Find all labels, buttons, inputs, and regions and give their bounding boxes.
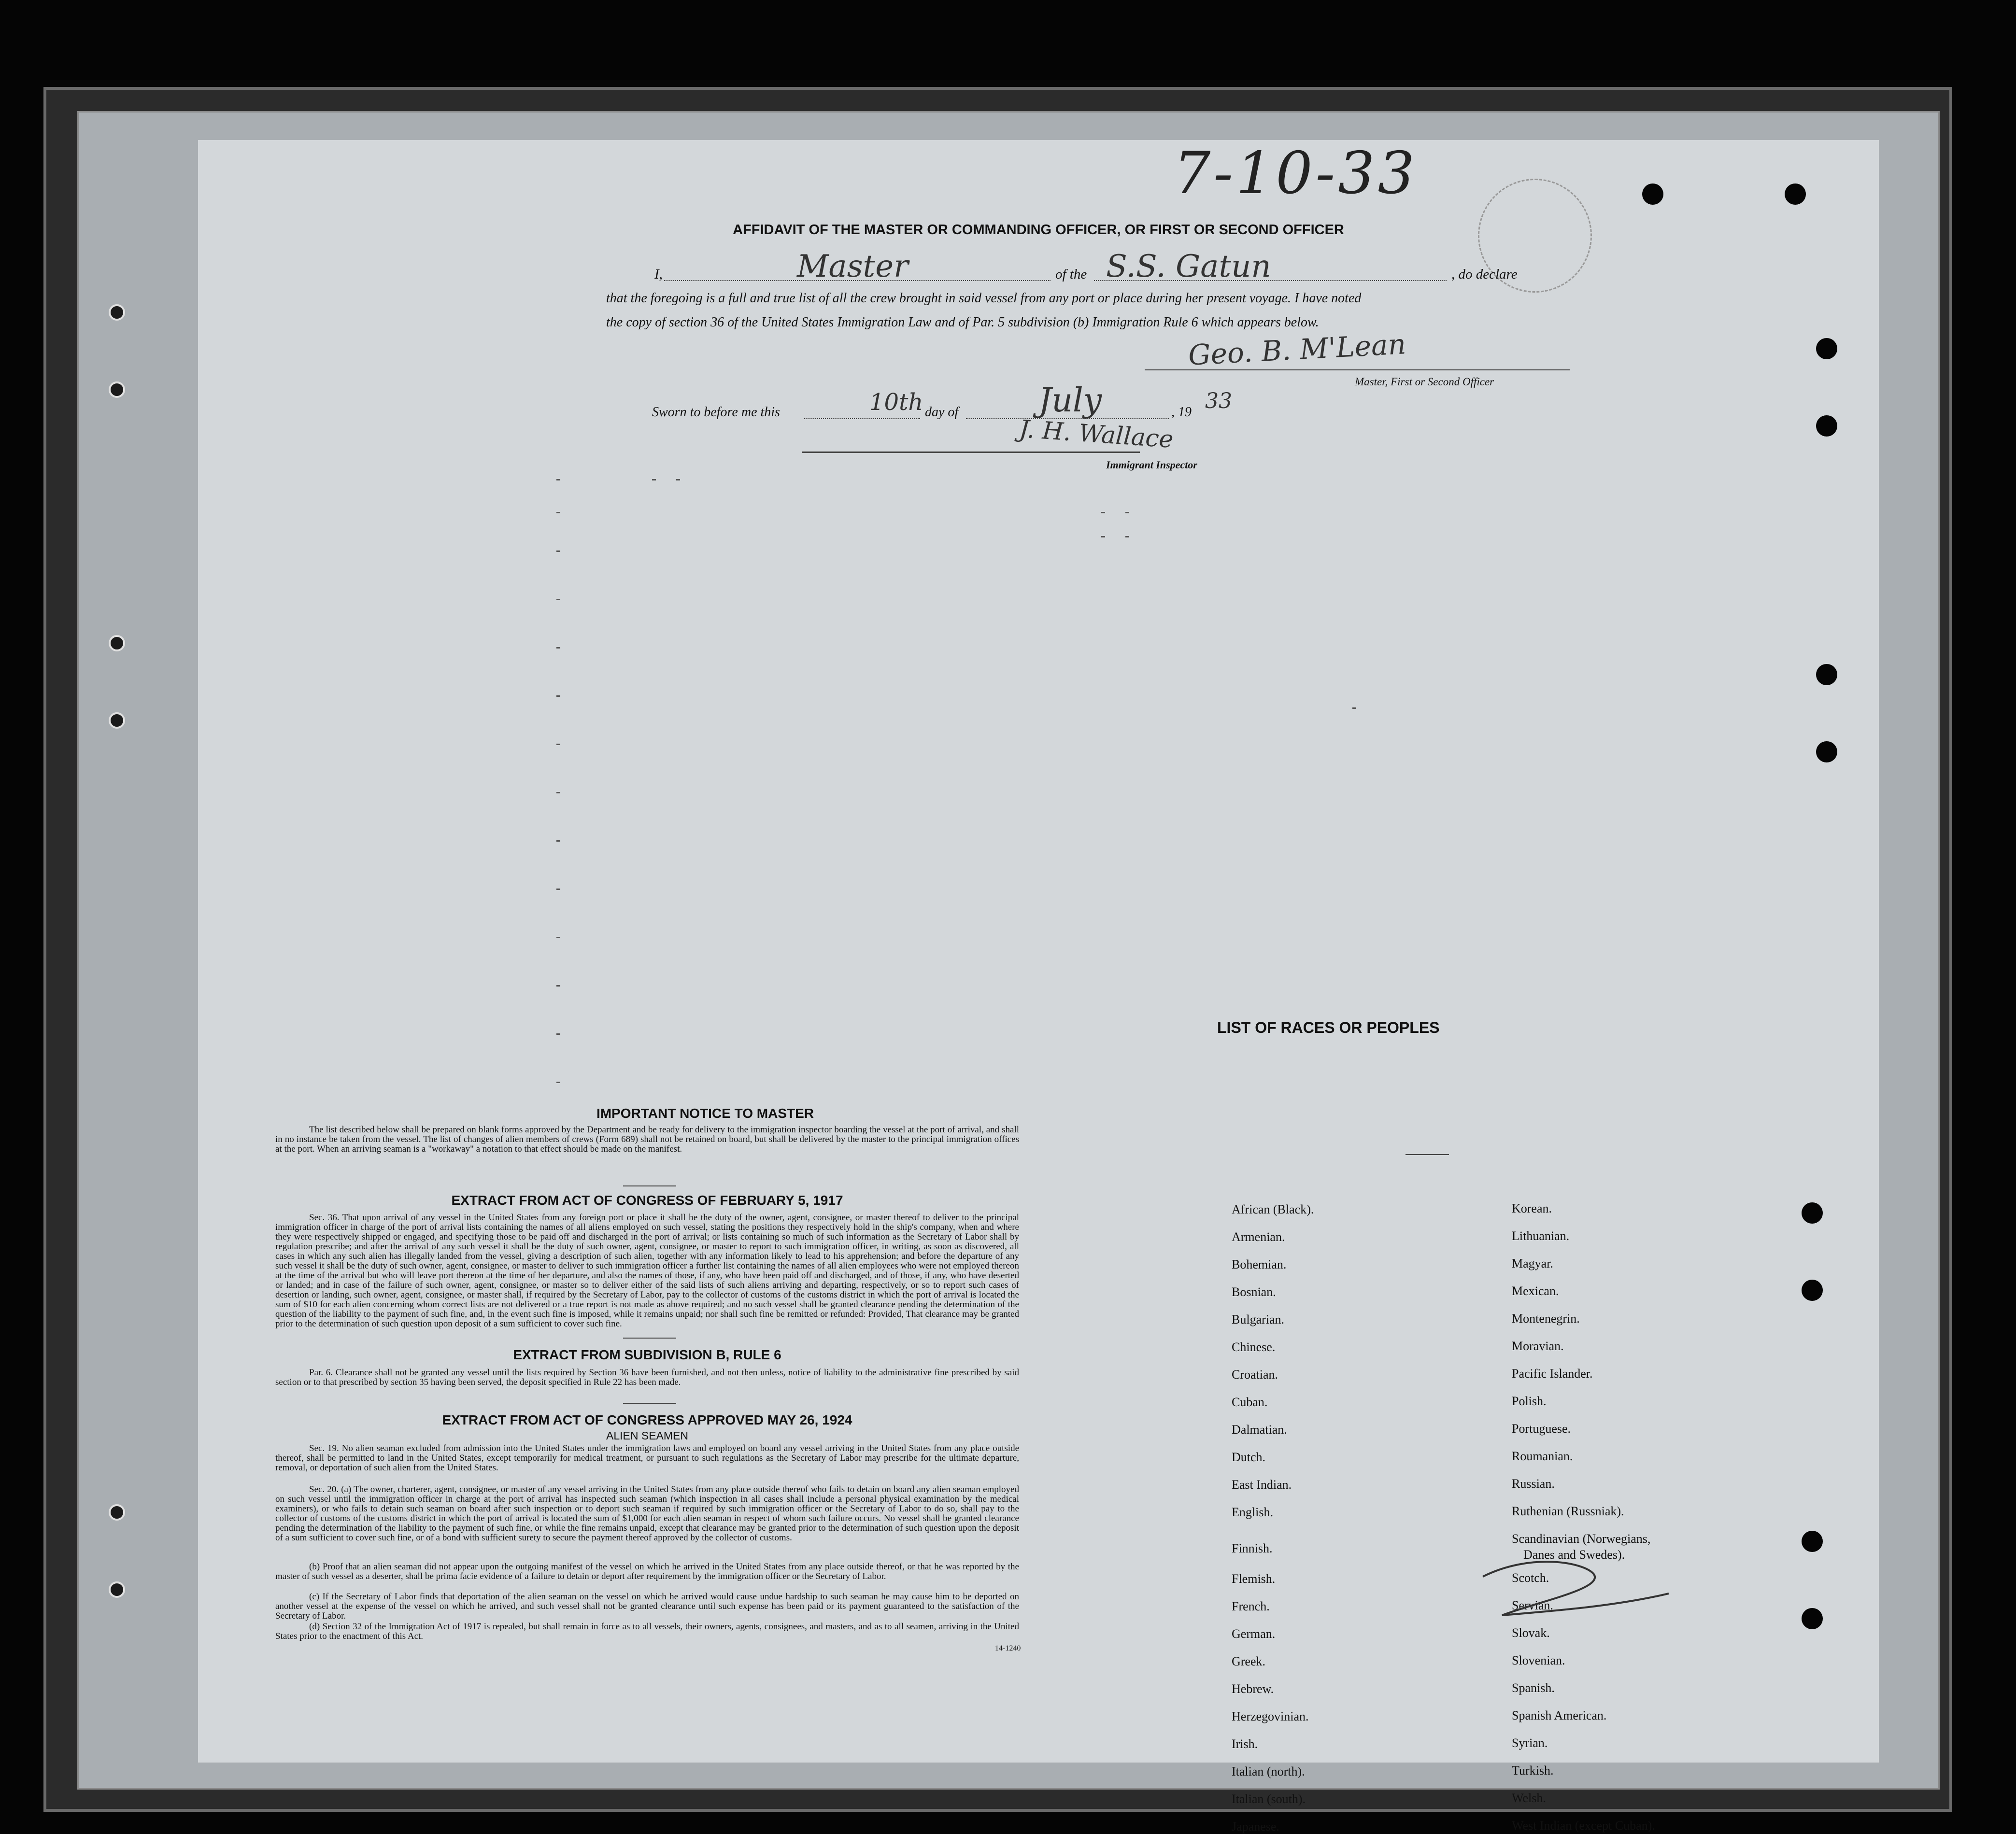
race-item: Montenegrin. (1512, 1312, 1580, 1326)
race-item: Pacific Islander. (1512, 1367, 1593, 1381)
handwritten-month: July (1038, 381, 1102, 420)
race-item: Spanish American. (1512, 1708, 1607, 1722)
faint-mark (556, 550, 560, 552)
page-hole (1802, 1531, 1823, 1552)
race-item: Russian. (1512, 1477, 1555, 1491)
race-item: Flemish. (1232, 1572, 1276, 1586)
notice-body: The list described below shall be prepared on blank forms approved by the Department and be ready for delivery to the immigration inspector boarding the vessel at the port of arrival, and shall in no instance be taken from the vessel. The list of changes of alien members of crews (Form 689) shall not be retained on board, but shall be delivered by the master to the principal immigration offices at the port. When an arriving seaman is a "workaway" a notation to that effect should be made on the manifest. (275, 1125, 1019, 1154)
race-item: Chinese. (1232, 1340, 1276, 1354)
extract-1917-body: Sec. 36. That upon arrival of any vessel in the United States from any foreign port or place it shall be the duty of the owner, agent, consignee, or master thereof to deliver to the principal immigration officer in charge of the port of arrival lists containing the names of all aliens employed on such vessel, stating the positions they respectively hold in the ship's company, when and where they were respectively shipped or engaged, and specifying those to be paid off and discharged in the port of arrival; or lists containing so much of such information as the Secretary of Labor shall by regulation prescribe; and after the arrival of any such vessel it shall be the duty of such owner, agent, consignee, or master to report to such immigration officer, in writing, as soon as discovered, all cases in which any such alien has illegally landed from the vessel, giving a description of such alien, together with any information likely to lead to his apprehension; and before the departure of any such vessel it shall be the duty of such owner, agent, consignee, or master to deliver to such immigration officer a further list containing the names of all alien employees who were not employed thereon at the time of the arrival but who will leave port thereon at the time of her departure, and also the names of those, if any, who have been paid off and discharged, and of those, if any, who have deserted or landed; and in case of the failure of such owner, agent, consignee, or master so to deliver either of the said lists of such aliens arriving and departing, respectively, or so to report such cases of desertion or landing, such owner, agent, consignee, or master shall, if required by the Secretary of Labor, pay to the collector of customs of the customs district in which the port of arrival is located the sum of $10 for each alien concerning whom correct lists are not delivered or a true report is not made as above required; and no such vessel shall be granted clearance pending the determination of the question of the liability to the payment of such fine, and, in the event such fine is imposed, while it remains unpaid; nor shall such fine be remitted or refunded: Provided, That clearance may be granted prior to the determination of such question upon deposit of a sum sufficient to cover such fine. (275, 1213, 1019, 1329)
race-item: Portuguese. (1512, 1422, 1571, 1436)
faint-mark (556, 792, 560, 793)
divider (623, 1403, 676, 1404)
binder-hole-left (109, 1504, 125, 1521)
binder-hole-left (109, 1581, 125, 1598)
race-item: Bosnian. (1232, 1285, 1276, 1299)
i-label: I, (654, 267, 663, 282)
extract-1924-title: EXTRACT FROM ACT OF CONGRESS APPROVED MAY 26, 1924 (442, 1412, 852, 1427)
page-hole (1802, 1202, 1823, 1224)
faint-mark (556, 695, 560, 697)
extract-1924-sec20c: (c) If the Secretary of Labor finds that deportation of the alien seaman on the vessel on which he arrived would cause undue hardship to such seaman he may cause him to be deported on another vessel at the expense of the vessel on which he arrived, and such vessel shall not be granted clearance until such expense has been paid or its payment guaranteed to the satisfaction of the Secretary of Labor. (275, 1592, 1019, 1621)
faint-mark (556, 647, 560, 649)
extract-1924-sec20b: (b) Proof that an alien seaman did not appear upon the outgoing manifest of the vessel on which he arrived in the United States from any place outside thereof, or that he was reported by the master of such vessel as a deserter, shall be prima facie evidence of a failure to detain or deport after requirement by the immigration officer or the Secretary of Labor. (275, 1562, 1019, 1581)
faint-mark (556, 1082, 560, 1083)
binder-hole-left (109, 635, 125, 651)
race-item: Cuban. (1232, 1395, 1268, 1409)
handwritten-year: 33 (1205, 389, 1232, 413)
affidavit-title: AFFIDAVIT OF THE MASTER OR COMMANDING OFFICER, OR FIRST OR SECOND OFFICER (733, 222, 1344, 238)
day-line (804, 418, 920, 419)
affidavit-line-3: the copy of section 36 of the United States Immigration Law and of Par. 5 subdivision (b) Immigration Rule 6 which appears below. (606, 315, 1319, 330)
handwritten-date: 7-10-33 (1174, 140, 1418, 207)
race-item: Japanese. (1232, 1820, 1279, 1834)
race-item: African (Black). (1232, 1202, 1314, 1216)
race-item: French. (1232, 1599, 1270, 1613)
extract-rule6-body: Par. 6. Clearance shall not be granted any vessel until the lists required by Section 36 have been furnished, and not then unless, notice of liability to the administrative fine prescribed by said section or to that prescribed by section 35 having been served, the deposit specified in Rule 22 has been made. (275, 1368, 1019, 1387)
race-item: Hebrew. (1232, 1682, 1274, 1696)
extract-1917-title: EXTRACT FROM ACT OF CONGRESS OF FEBRUARY 5, 1917 (451, 1193, 843, 1208)
inspector-signature: J. H. Wallace (1018, 414, 1175, 454)
notice-title: IMPORTANT NOTICE TO MASTER (596, 1106, 814, 1121)
day-of-label: day of (925, 405, 959, 420)
binder-hole-left (109, 304, 125, 321)
race-item: Greek. (1232, 1654, 1266, 1668)
faint-mark (1125, 536, 1129, 537)
race-item: Spanish. (1512, 1681, 1555, 1695)
year-prefix: , 19 (1171, 405, 1192, 420)
page-hole (1802, 1280, 1823, 1301)
race-item: Armenian. (1232, 1230, 1285, 1244)
race-item: Roumanian. (1512, 1449, 1573, 1463)
faint-mark (556, 512, 560, 513)
handwritten-bracket-mark (1473, 1548, 1676, 1625)
race-item: Bulgarian. (1232, 1312, 1285, 1326)
page-hole (1802, 1608, 1823, 1629)
race-item: Croatian. (1232, 1368, 1278, 1382)
binder-hole-left (109, 381, 125, 398)
race-item: Irish. (1232, 1737, 1258, 1751)
page-hole (1816, 741, 1837, 762)
handwritten-day: 10th (869, 389, 923, 416)
race-item: Slovenian. (1512, 1653, 1565, 1667)
faint-mark (556, 889, 560, 890)
race-item: Ruthenian (Russniak). (1512, 1504, 1624, 1518)
race-item: Welsh. (1512, 1791, 1546, 1805)
race-item: Syrian. (1512, 1736, 1548, 1750)
faint-mark (556, 479, 560, 480)
faint-mark (1101, 512, 1105, 513)
races-title: LIST OF RACES OR PEOPLES (1217, 1019, 1440, 1036)
page-hole (1816, 664, 1837, 685)
signature-caption: Master, First or Second Officer (1355, 376, 1494, 388)
race-item: East Indian. (1232, 1478, 1292, 1492)
handwritten-vessel: S.S. Gatun (1106, 249, 1271, 284)
page-hole (1642, 183, 1663, 205)
faint-mark (556, 985, 560, 987)
race-item: West Indian (except Cuban). (1512, 1819, 1655, 1833)
binder-hole-left (109, 712, 125, 729)
page-hole (1816, 415, 1837, 437)
faint-mark (1125, 512, 1129, 513)
race-item: Servian. (1512, 1598, 1553, 1612)
race-item: Dalmatian. (1232, 1423, 1287, 1437)
document-page (198, 140, 1879, 1834)
extract-1924-sec19: Sec. 19. No alien seaman excluded from admission into the United States under the immigration laws and employed on board any vessel arriving in the United States from any place outside thereof, shall be permitted to land in the United States, except temporarily for medical treatment, or pursuant to such regulations as the Secretary of Labor may prescribe for the ultimate departure, removal, or deportation of such alien from the United States. (275, 1443, 1019, 1473)
faint-mark (1101, 536, 1105, 537)
sworn-label: Sworn to before me this (652, 405, 780, 420)
divider (623, 1185, 676, 1186)
race-item: Turkish. (1512, 1763, 1554, 1778)
race-item: English. (1232, 1505, 1273, 1519)
faint-mark (556, 1033, 560, 1035)
inspector-line (802, 451, 1140, 453)
extract-1924-sec20d: (d) Section 32 of the Immigration Act of 1917 is repealed, but shall remain in force as to all vessels, their owners, agents, consignees, and masters, and as to all seamen, arriving in the United States prior to the enactment of this Act. (275, 1622, 1019, 1641)
race-item: Moravian. (1512, 1339, 1564, 1353)
faint-mark (556, 744, 560, 745)
race-item: Dutch. (1232, 1450, 1266, 1464)
race-item: Scandinavian (Norwegians, (1512, 1532, 1651, 1546)
race-item: Italian (north). (1232, 1764, 1305, 1778)
faint-mark (556, 599, 560, 600)
faint-mark (556, 937, 560, 938)
divider (1406, 1154, 1449, 1155)
affidavit-line-2: that the foregoing is a full and true list of all the crew brought in said vessel from any port or place during her present voyage. I have noted (606, 291, 1362, 306)
page-hole (1785, 183, 1806, 205)
race-item: Lithuanian. (1512, 1229, 1570, 1243)
faint-mark (652, 479, 656, 480)
faint-mark (1352, 707, 1356, 709)
divider (623, 1338, 676, 1339)
inspector-caption: Immigrant Inspector (1106, 459, 1197, 471)
declare-label: , do declare (1451, 267, 1518, 282)
race-item: Scotch. (1512, 1571, 1549, 1585)
race-item: Herzegovinian. (1232, 1709, 1309, 1723)
race-item: Slovak. (1512, 1626, 1550, 1640)
race-item: Mexican. (1512, 1284, 1559, 1298)
race-item: Italian (south). (1232, 1792, 1306, 1806)
handwritten-name: Master (797, 249, 909, 284)
race-item: Finnish. (1232, 1541, 1273, 1555)
of-the-label: of the (1055, 267, 1087, 282)
form-number: 14-1240 (995, 1644, 1021, 1652)
race-item: Korean. (1512, 1201, 1552, 1215)
master-signature: Geo. B. M'Lean (1187, 327, 1407, 372)
race-item: Bohemian. (1232, 1257, 1287, 1271)
race-item: Danes and Swedes). (1523, 1548, 1625, 1562)
faint-mark (676, 479, 680, 480)
extract-rule6-title: EXTRACT FROM SUBDIVISION B, RULE 6 (513, 1347, 781, 1362)
page-hole (1816, 338, 1837, 359)
faint-mark (556, 840, 560, 842)
race-item: German. (1232, 1627, 1276, 1641)
extract-1924-sec20a: Sec. 20. (a) The owner, charterer, agent, consignee, or master of any vessel arriving in the United States from any place outside thereof who fails to detain on board any alien seaman employed on such vessel until the immigration officer in charge at the port of arrival has inspected such seaman (which inspection in all cases shall include a personal physical examination by the medical examiners), or who fails to detain such seaman on board after such inspection or to deport such seaman if required by such immigration officer or the Secretary of Labor to do so, shall pay to the collector of customs of the customs district in which the port of arrival is located the sum of $1,000 for each alien seaman in respect of whom such failure occurs. No vessel shall be granted clearance pending the determination of the liability to the payment of such fine, or while the fine remains unpaid, except that clearance may be granted prior to the determination of such question upon the deposit of a sum sufficient to cover such fine, or of a bond with sufficient surety to secure the payment thereof approved by the collector of customs. (275, 1484, 1019, 1543)
race-item: Magyar. (1512, 1256, 1553, 1270)
race-item: Polish. (1512, 1394, 1547, 1408)
extract-1924-subtitle: ALIEN SEAMEN (606, 1429, 688, 1442)
